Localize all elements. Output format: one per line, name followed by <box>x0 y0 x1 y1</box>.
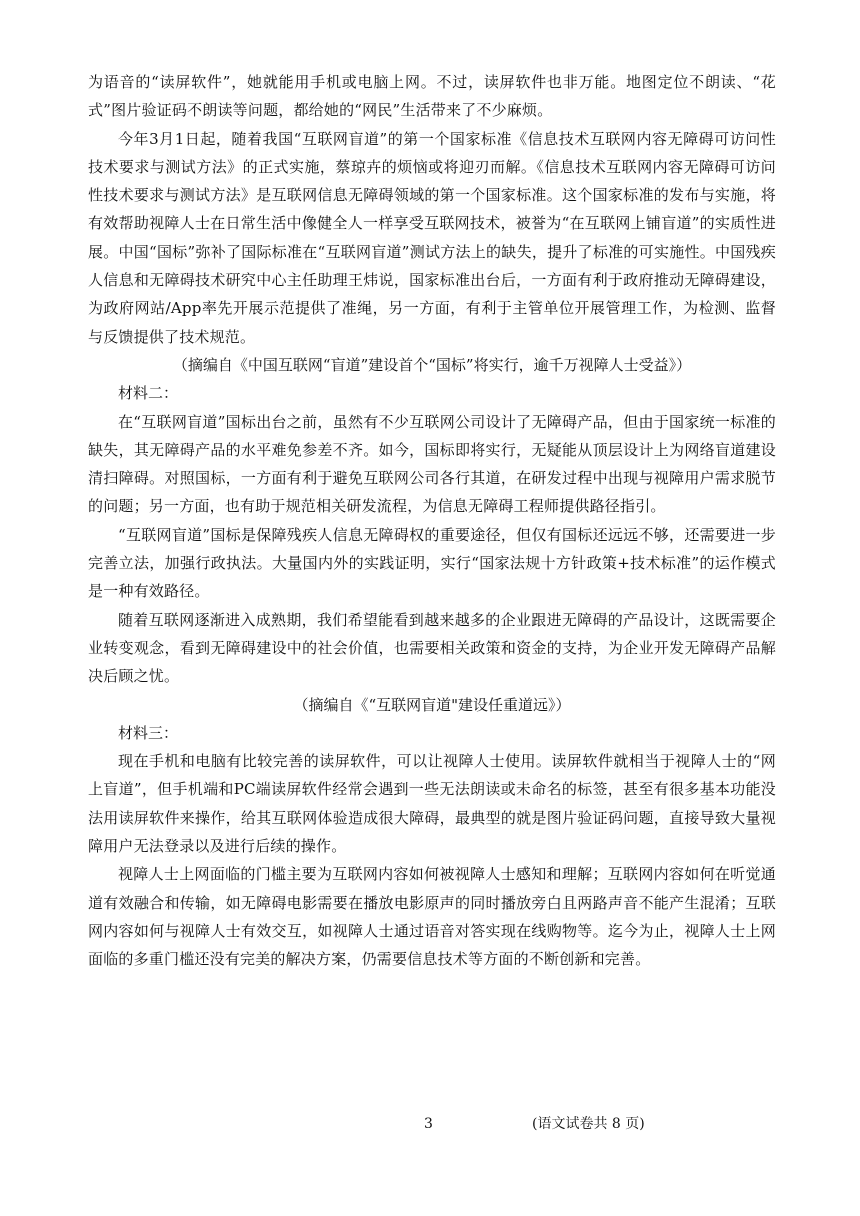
paragraph-continued: 为语音的“读屏软件”，她就能用手机或电脑上网。不过，读屏软件也非万能。地图定位不朗读、“花式”图片验证码不朗读等问题，都给她的“网民”生活带来了不少麻烦。 <box>88 73 776 120</box>
paragraph-legislation: “互联网盲道”国标是保障残疾人信息无障碍权的重要途径，但仅有国标还远远不够，还需要进一步完善立法，加强行政执法。大量国内外的实践证明，实行“国家法规十方针政策+技术标准”的运作模式是一种有效路径。 <box>88 525 776 601</box>
page-number: 3 <box>424 1116 433 1132</box>
material-two-label: 材料二： <box>118 384 179 403</box>
paragraph-thresholds: 视障人士上网面临的门槛主要为互联网内容如何被视障人士感知和理解；互联网内容如何在听觉通道有效融合和传输，如无障碍电影需要在播放电影原声的同时播放旁白且两路声音不能产生混淆；互联网内容如何与视障人士有效交互，如视障人士通过语音对答实现在线购物等。迄今为止，视障人士上网面临的多重门槛还没有完美的解决方案，仍需要信息技术等方面的不断创新和完善。 <box>88 865 776 969</box>
page-footer <box>0 1113 860 1135</box>
paragraph-national-standard: 今年3月1日起，随着我国“互联网盲道”的第一个国家标准《信息技术互联网内容无障碍可访问性技术要求与测试方法》的正式实施，蔡琼卉的烦恼或将迎刃而解。《信息技术互联网内容无障碍可访问性技术要求与测试方法》是互联网信息无障碍领域的第一个国家标准。这个国家标准的发布与实施，将有效帮助视障人士在日常生活中像健全人一样享受互联网技术，被誉为“在互联网上铺盲道”的实质性进展。中国“国标”弥补了国际标准在“互联网盲道”测试方法上的缺失，提升了标准的可实施性。中国残疾人信息和无障碍技术研究中心主任助理王炜说，国家标准出台后，一方面有利于政府推动无障碍建设，为政府网站/App率先开展示范提供了准绳，另一方面，有利于主管单位开展管理工作，为检测、监督与反馈提供了技术规范。 <box>88 129 776 346</box>
text-body <box>88 68 776 974</box>
page-total-label: (语文试卷共 8 页) <box>532 1116 645 1132</box>
material-three-label: 材料三： <box>118 723 179 742</box>
paragraph-before-standard: 在“互联网盲道”国标出台之前，虽然有不少互联网公司设计了无障碍产品，但由于国家统一标准的缺失，其无障碍产品的水平难免参差不齐。如今，国标即将实行，无疑能从顶层设计上为网络盲道建设清扫障碍。对照国标，一方面有利于避免互联网公司各行其道，在研发过程中出现与视障用户需求脱节的问题；另一方面，也有助于规范相关研发流程，为信息无障碍工程师提供路径指引。 <box>88 412 776 516</box>
source-citation-2: （摘编自《“互联网盲道"建设任重道远》） <box>293 695 571 714</box>
source-citation-1: （摘编自《中国互联网“盲道”建设首个“国标”将实行，逾千万视障人士受益》） <box>172 355 692 374</box>
paragraph-screen-reader: 现在手机和电脑有比较完善的读屏软件，可以让视障人士使用。读屏软件就相当于视障人士的“网上盲道”，但手机端和PC端读屏软件经常会遇到一些无法朗读或未命名的标签，甚至有很多基本功能没法用读屏软件来操作，给其互联网体验造成很大障碍，最典型的就是图片验证码问题，直接导致大量视障用户无法登录以及进行后续的操作。 <box>88 752 776 856</box>
paragraph-enterprise: 随着互联网逐渐进入成熟期，我们希望能看到越来越多的企业跟进无障碍的产品设计，这既需要企业转变观念，看到无障碍建设中的社会价值，也需要相关政策和资金的支持，为企业开发无障碍产品解决后顾之忧。 <box>88 610 776 686</box>
